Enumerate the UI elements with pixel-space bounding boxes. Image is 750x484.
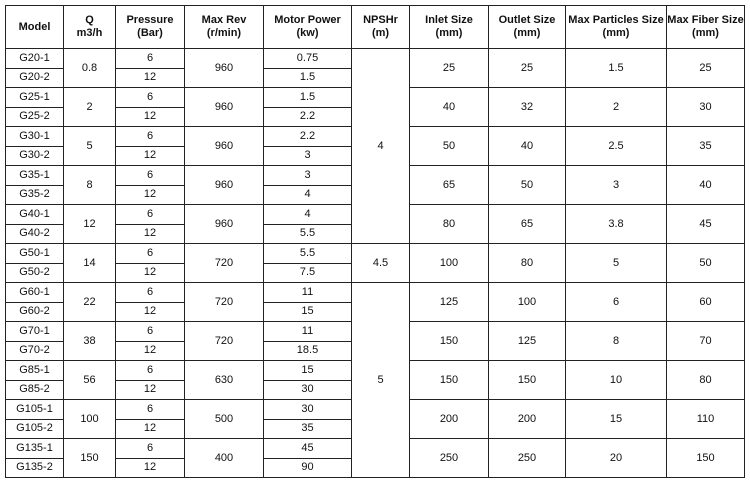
inlet-size-cell: 200 [410, 400, 489, 439]
pressure-cell: 12 [116, 185, 185, 205]
q-cell: 14 [64, 244, 116, 283]
motor-power-cell: 4 [264, 205, 352, 225]
npshr-cell: 4.5 [352, 244, 410, 283]
outlet-size-cell: 65 [489, 205, 566, 244]
motor-power-cell: 3 [264, 166, 352, 186]
max-fiber-cell: 25 [667, 49, 745, 88]
inlet-size-cell: 125 [410, 283, 489, 322]
pressure-cell: 6 [116, 400, 185, 420]
max-fiber-cell: 35 [667, 127, 745, 166]
motor-power-cell: 11 [264, 283, 352, 303]
pressure-cell: 12 [116, 146, 185, 166]
model-cell: G25-2 [6, 107, 64, 127]
max-particles-cell: 10 [566, 361, 667, 400]
pressure-cell: 6 [116, 166, 185, 186]
q-cell: 150 [64, 439, 116, 478]
inlet-size-cell: 100 [410, 244, 489, 283]
header-pressure: Pressure (Bar) [116, 6, 185, 49]
model-cell: G105-1 [6, 400, 64, 420]
outlet-size-cell: 200 [489, 400, 566, 439]
max-rev-cell: 630 [185, 361, 264, 400]
pressure-cell: 6 [116, 439, 185, 459]
model-cell: G25-1 [6, 88, 64, 108]
model-cell: G35-2 [6, 185, 64, 205]
inlet-size-cell: 65 [410, 166, 489, 205]
model-cell: G70-1 [6, 322, 64, 342]
max-particles-cell: 3 [566, 166, 667, 205]
model-cell: G40-2 [6, 224, 64, 244]
max-particles-cell: 15 [566, 400, 667, 439]
model-cell: G50-2 [6, 263, 64, 283]
max-fiber-cell: 30 [667, 88, 745, 127]
header-npshr: NPSHr (m) [352, 6, 410, 49]
inlet-size-cell: 25 [410, 49, 489, 88]
motor-power-cell: 11 [264, 322, 352, 342]
max-fiber-cell: 40 [667, 166, 745, 205]
header-outlet-size: Outlet Size (mm) [489, 6, 566, 49]
header-inlet-size: Inlet Size (mm) [410, 6, 489, 49]
max-rev-cell: 720 [185, 283, 264, 322]
pressure-cell: 12 [116, 419, 185, 439]
header-max-rev: Max Rev (r/min) [185, 6, 264, 49]
header-max-particles-size: Max Particles Size (mm) [566, 6, 667, 49]
motor-power-cell: 18.5 [264, 341, 352, 361]
outlet-size-cell: 80 [489, 244, 566, 283]
pump-spec-table [5, 5, 745, 478]
inlet-size-cell: 250 [410, 439, 489, 478]
max-rev-cell: 960 [185, 49, 264, 88]
model-cell: G105-2 [6, 419, 64, 439]
pressure-cell: 12 [116, 380, 185, 400]
motor-power-cell: 2.2 [264, 127, 352, 147]
max-rev-cell: 720 [185, 322, 264, 361]
outlet-size-cell: 50 [489, 166, 566, 205]
model-cell: G35-1 [6, 166, 64, 186]
model-cell: G70-2 [6, 341, 64, 361]
max-fiber-cell: 70 [667, 322, 745, 361]
pressure-cell: 6 [116, 361, 185, 381]
pressure-cell: 12 [116, 224, 185, 244]
motor-power-cell: 1.5 [264, 88, 352, 108]
pressure-cell: 12 [116, 341, 185, 361]
table-row [6, 283, 745, 303]
pressure-cell: 12 [116, 458, 185, 478]
q-cell: 8 [64, 166, 116, 205]
motor-power-cell: 15 [264, 361, 352, 381]
npshr-cell: 5 [352, 283, 410, 478]
motor-power-cell: 5.5 [264, 244, 352, 264]
inlet-size-cell: 40 [410, 88, 489, 127]
max-particles-cell: 2.5 [566, 127, 667, 166]
inlet-size-cell: 50 [410, 127, 489, 166]
max-fiber-cell: 150 [667, 439, 745, 478]
max-rev-cell: 960 [185, 205, 264, 244]
pressure-cell: 12 [116, 68, 185, 88]
outlet-size-cell: 150 [489, 361, 566, 400]
model-cell: G30-1 [6, 127, 64, 147]
model-cell: G85-1 [6, 361, 64, 381]
motor-power-cell: 30 [264, 400, 352, 420]
pressure-cell: 6 [116, 322, 185, 342]
outlet-size-cell: 40 [489, 127, 566, 166]
max-rev-cell: 960 [185, 127, 264, 166]
motor-power-cell: 3 [264, 146, 352, 166]
model-cell: G40-1 [6, 205, 64, 225]
table-header-row [6, 6, 745, 49]
q-cell: 100 [64, 400, 116, 439]
pressure-cell: 12 [116, 107, 185, 127]
motor-power-cell: 0.75 [264, 49, 352, 69]
model-cell: G20-1 [6, 49, 64, 69]
motor-power-cell: 15 [264, 302, 352, 322]
npshr-cell: 4 [352, 49, 410, 244]
inlet-size-cell: 150 [410, 361, 489, 400]
table-row [6, 244, 745, 264]
motor-power-cell: 35 [264, 419, 352, 439]
model-cell: G20-2 [6, 68, 64, 88]
max-particles-cell: 3.8 [566, 205, 667, 244]
max-rev-cell: 500 [185, 400, 264, 439]
max-fiber-cell: 110 [667, 400, 745, 439]
q-cell: 38 [64, 322, 116, 361]
pressure-cell: 12 [116, 302, 185, 322]
pressure-cell: 6 [116, 283, 185, 303]
max-particles-cell: 2 [566, 88, 667, 127]
motor-power-cell: 2.2 [264, 107, 352, 127]
max-particles-cell: 20 [566, 439, 667, 478]
max-particles-cell: 1.5 [566, 49, 667, 88]
max-rev-cell: 960 [185, 166, 264, 205]
max-particles-cell: 5 [566, 244, 667, 283]
pressure-cell: 6 [116, 88, 185, 108]
motor-power-cell: 1.5 [264, 68, 352, 88]
motor-power-cell: 45 [264, 439, 352, 459]
pressure-cell: 6 [116, 244, 185, 264]
max-fiber-cell: 50 [667, 244, 745, 283]
inlet-size-cell: 150 [410, 322, 489, 361]
table-body [6, 49, 745, 478]
max-rev-cell: 720 [185, 244, 264, 283]
q-cell: 5 [64, 127, 116, 166]
outlet-size-cell: 25 [489, 49, 566, 88]
header-q: Q m3/h [64, 6, 116, 49]
motor-power-cell: 4 [264, 185, 352, 205]
motor-power-cell: 90 [264, 458, 352, 478]
outlet-size-cell: 32 [489, 88, 566, 127]
model-cell: G30-2 [6, 146, 64, 166]
model-cell: G135-1 [6, 439, 64, 459]
outlet-size-cell: 250 [489, 439, 566, 478]
motor-power-cell: 7.5 [264, 263, 352, 283]
motor-power-cell: 30 [264, 380, 352, 400]
pressure-cell: 6 [116, 127, 185, 147]
q-cell: 12 [64, 205, 116, 244]
pressure-cell: 6 [116, 205, 185, 225]
q-cell: 56 [64, 361, 116, 400]
max-rev-cell: 960 [185, 88, 264, 127]
header-model: Model [6, 6, 64, 49]
max-fiber-cell: 60 [667, 283, 745, 322]
table-row [6, 49, 745, 69]
max-particles-cell: 6 [566, 283, 667, 322]
max-fiber-cell: 80 [667, 361, 745, 400]
pressure-cell: 6 [116, 49, 185, 69]
inlet-size-cell: 80 [410, 205, 489, 244]
model-cell: G135-2 [6, 458, 64, 478]
header-motor-power: Motor Power (kw) [264, 6, 352, 49]
q-cell: 2 [64, 88, 116, 127]
outlet-size-cell: 125 [489, 322, 566, 361]
max-particles-cell: 8 [566, 322, 667, 361]
model-cell: G85-2 [6, 380, 64, 400]
header-max-fiber-size: Max Fiber Size (mm) [667, 6, 745, 49]
pressure-cell: 12 [116, 263, 185, 283]
outlet-size-cell: 100 [489, 283, 566, 322]
model-cell: G50-1 [6, 244, 64, 264]
q-cell: 22 [64, 283, 116, 322]
max-rev-cell: 400 [185, 439, 264, 478]
model-cell: G60-1 [6, 283, 64, 303]
q-cell: 0.8 [64, 49, 116, 88]
max-fiber-cell: 45 [667, 205, 745, 244]
model-cell: G60-2 [6, 302, 64, 322]
motor-power-cell: 5.5 [264, 224, 352, 244]
